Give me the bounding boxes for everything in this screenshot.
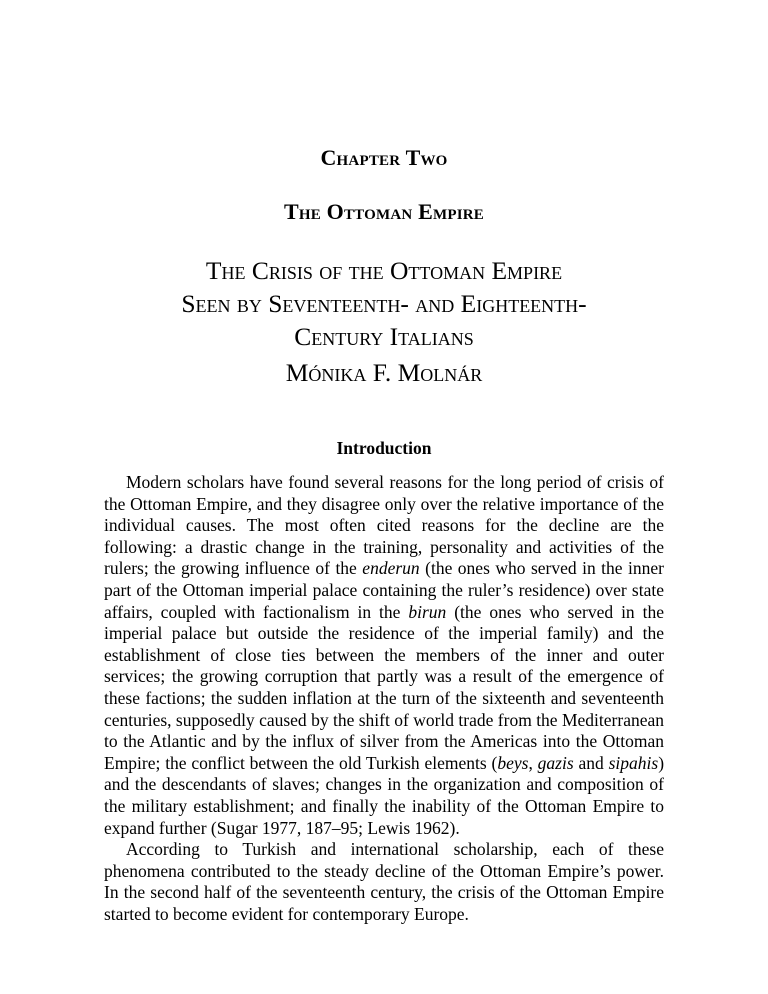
- paragraph-1-separator-1: ,: [528, 752, 538, 773]
- term-birun: birun: [408, 601, 447, 622]
- paragraph-1-segment-4: ) and the descendants of slaves; changes in the organization and composition of the military establishment; and finally the inability of the Ottoman Empire to expand further (Sugar 1977, 187–95; Lewis 1962).: [104, 752, 665, 838]
- term-sipahis: sipahis: [608, 752, 659, 773]
- paragraph-1-separator-2: and: [573, 752, 609, 773]
- chapter-label: Chapter Two: [320, 145, 448, 170]
- paragraph-1-segment-3: (the ones who served in the imperial palace but outside the residence of the imperial family) and the establishment of close ties between the members of the inner and outer services; the growing corruption that partly was a result of the emergence of these factions; the sudden inflation at the turn of the sixteenth and seventeenth centuries, supposedly caused by the shift of world trade from the Mediterranean to the Atlantic and by the influx of silver from the Americas into the Ottoman Empire; the conflict between the old Turkish elements (: [104, 601, 664, 773]
- paragraph-1-segment-2: (the ones who served in the inner part of the Ottoman imperial palace containing the ruler’s residence) over state affairs, coupled with factionalism in the: [104, 558, 664, 622]
- term-beys: beys: [497, 752, 529, 773]
- author-name: Mónika F. Molnár: [285, 358, 483, 387]
- article-title-line-1: The Crisis of the Ottoman Empire: [205, 256, 563, 285]
- paragraph-2: According to Turkish and international scholarship, each of these phenomena contributed to the steady decline of the Ottoman Empire’s power. In the second half of the seventeenth century, the crisis of the Ottoman Empire started to become evident for contemporary Europe.: [104, 839, 664, 924]
- article-title-line-3: Century Italians: [294, 322, 474, 351]
- term-gazis: gazis: [537, 752, 574, 773]
- section-heading: Introduction: [336, 438, 432, 458]
- paragraph-1-segment-1: Modern scholars have found several reasons for the long period of crisis of the Ottoman Empire, and they disagree only over the relative importance of the individual causes. The most often cited reasons for the decline are the following: a drastic change in the training, personality and activities of the rulers; the growing influence of the: [104, 472, 664, 579]
- body-text: [104, 472, 664, 925]
- paragraph-1: [104, 472, 664, 839]
- term-enderun: enderun: [362, 558, 420, 579]
- article-title-line-2: Seen by Seventeenth- and Eighteenth-: [181, 289, 587, 318]
- article-title: [104, 254, 664, 353]
- part-title: The Ottoman Empire: [284, 199, 484, 224]
